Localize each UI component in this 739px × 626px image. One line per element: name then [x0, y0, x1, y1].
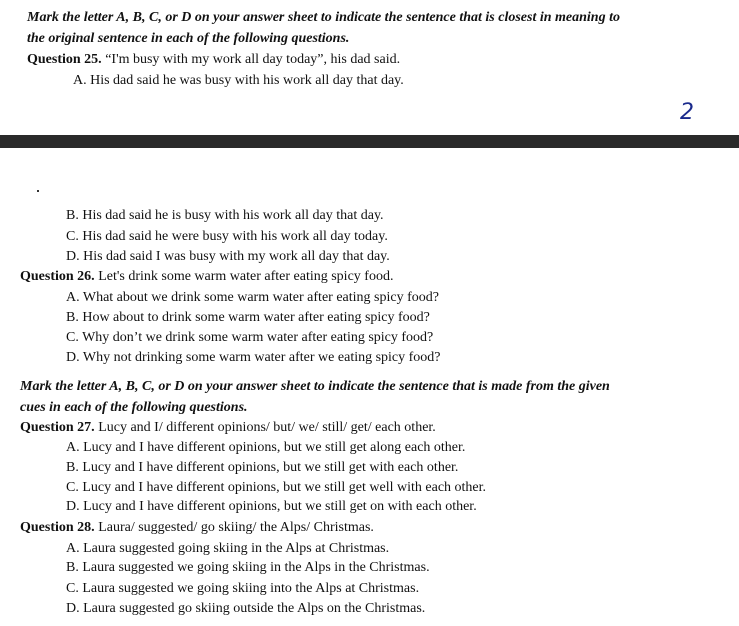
question-27-prompt: Lucy and I/ different opinions/ but/ we/ still/ get/ each other. [98, 420, 436, 435]
question-28 [20, 519, 374, 537]
question-27-option-a: A. Lucy and I have different opinions, but we still get along each other. [66, 440, 466, 455]
question-26-option-c: C. Why don’t we drink some warm water after eating spicy food? [66, 330, 434, 345]
question-28-option-b: B. Laura suggested we going skiing in the Alps in the Christmas. [66, 560, 430, 575]
question-25-label: Question 25. [27, 52, 102, 67]
question-25-option-d: D. His dad said I was busy with my work all day that day. [66, 249, 390, 264]
question-26-option-d: D. Why not drinking some warm water after we eating spicy food? [66, 350, 441, 365]
question-26-option-a: A. What about we drink some warm water after eating spicy food? [66, 290, 439, 305]
question-28-option-a: A. Laura suggested going skiing in the Alps at Christmas. [66, 541, 390, 556]
question-25-prompt: “I'm busy with my work all day today”, his dad said. [105, 52, 401, 67]
question-26-prompt: Let's drink some warm water after eating spicy food. [98, 269, 394, 284]
section2-instruction-line2: cues in each of the following questions. [20, 400, 248, 415]
question-25 [27, 51, 400, 69]
question-28-option-c: C. Laura suggested we going skiing into the Alps at Christmas. [66, 581, 420, 596]
question-26-label: Question 26. [20, 269, 95, 284]
question-25-option-a: A. His dad said he was busy with his work all day that day. [73, 73, 404, 88]
question-26-option-b: B. How about to drink some warm water after eating spicy food? [66, 310, 430, 325]
question-28-option-d: D. Laura suggested go skiing outside the Alps on the Christmas. [66, 601, 426, 616]
question-28-label: Question 28. [20, 520, 95, 535]
question-27-option-b: B. Lucy and I have different opinions, but we still get with each other. [66, 460, 459, 475]
question-26 [20, 268, 393, 286]
question-27-option-c: C. Lucy and I have different opinions, but we still get well with each other. [66, 480, 487, 495]
question-27-label: Question 27. [20, 420, 95, 435]
question-28-prompt: Laura/ suggested/ go skiing/ the Alps/ Christmas. [98, 520, 374, 535]
scan-speck [37, 190, 39, 192]
section1-instruction-line2: the original sentence in each of the following questions. [27, 31, 350, 46]
question-25-option-b: B. His dad said he is busy with his work all day that day. [66, 208, 384, 223]
section1-instruction-line1: Mark the letter A, B, C, or D on your answer sheet to indicate the sentence that is closest in meaning to [27, 10, 620, 25]
page-divider [0, 135, 739, 148]
page-number: 2 [680, 100, 694, 125]
question-27 [20, 419, 436, 437]
section2-instruction-line1: Mark the letter A, B, C, or D on your answer sheet to indicate the sentence that is made from the given [20, 379, 610, 394]
question-25-option-c: C. His dad said he were busy with his work all day today. [66, 229, 388, 244]
question-27-option-d: D. Lucy and I have different opinions, but we still get on with each other. [66, 499, 477, 514]
